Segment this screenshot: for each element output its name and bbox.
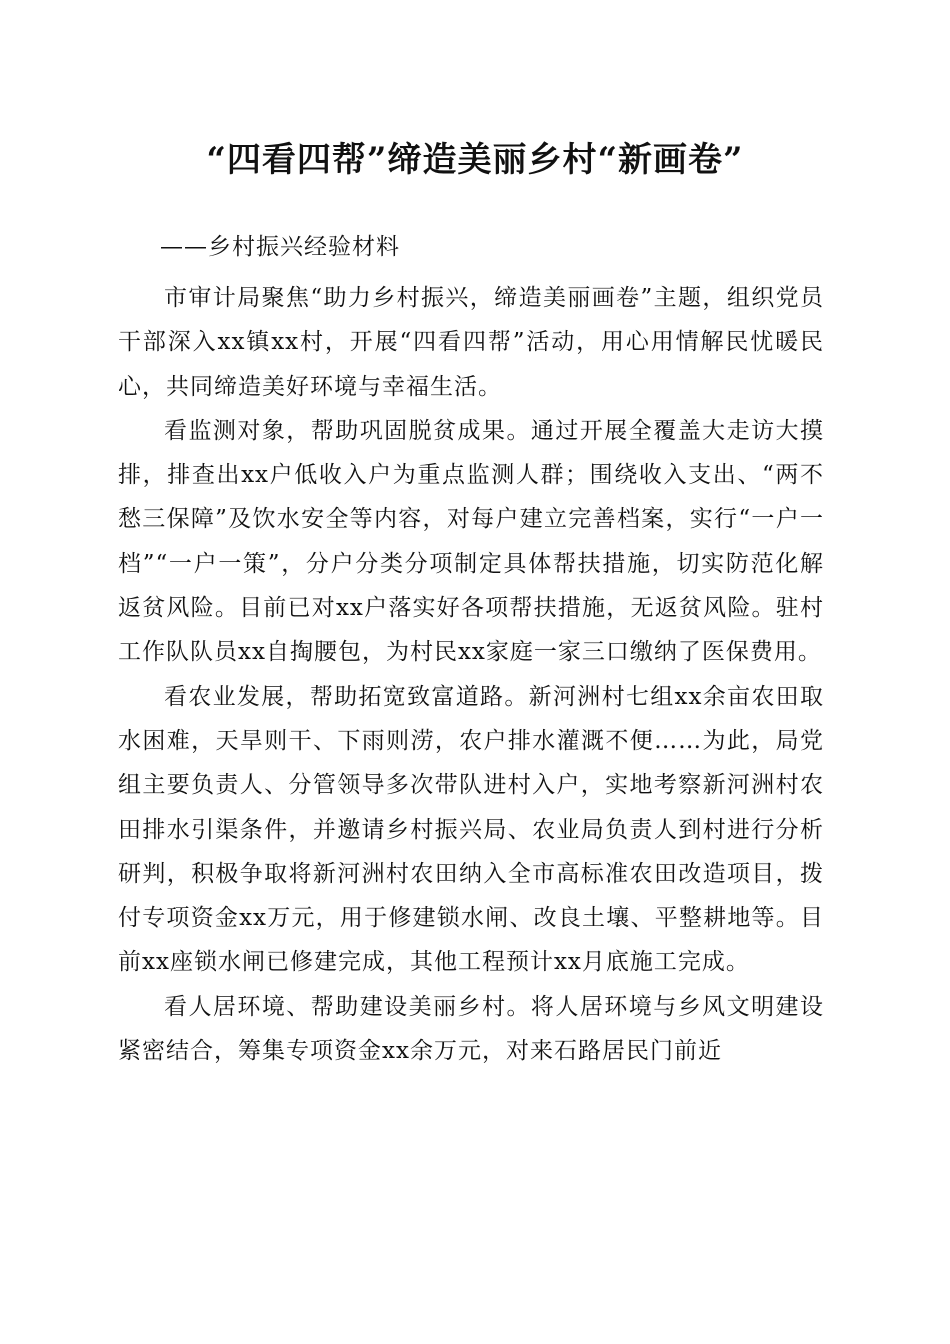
document-body xyxy=(118,276,824,1073)
paragraph-intro: 市审计局聚焦“助力乡村振兴，缔造美丽画卷”主题，组织党员干部深入xx镇xx村，开展“四看四帮”活动，用心用情解民忧暖民心，共同缔造美好环境与幸福生活。 xyxy=(118,285,824,400)
document-title: “四看四帮”缔造美丽乡村“新画卷” xyxy=(206,140,744,180)
paragraph-living-environment: 看人居环境、帮助建设美丽乡村。将人居环境与乡风文明建设紧密结合，筹集专项资金xx余万元，对来石路居民门前近 xyxy=(118,993,824,1065)
document-subtitle: ——乡村振兴经验材料 xyxy=(160,234,400,260)
paragraph-agriculture: 看农业发展，帮助拓宽致富道路。新河洲村七组xx余亩农田取水困难，天旱则干、下雨则涝，农户排水灌溉不便……为此，局党组主要负责人、分管领导多次带队进村入户，实地考察新河洲村农田排水引渠条件，并邀请乡村振兴局、农业局负责人到村进行分析研判，积极争取将新河洲村农田纳入全市高标准农田改造项目，拨付专项资金xx万元，用于修建锁水闸、改良土壤、平整耕地等。目前xx座锁水闸已修建完成，其他工程预计xx月底施工完成。 xyxy=(118,683,824,976)
paragraph-monitoring: 看监测对象，帮助巩固脱贫成果。通过开展全覆盖大走访大摸排，排查出xx户低收入户为重点监测人群；围绕收入支出、“两不愁三保障”及饮水安全等内容，对每户建立完善档案，实行“一户一档”“一户一策”，分户分类分项制定具体帮扶措施，切实防范化解返贫风险。目前已对xx户落实好各项帮扶措施，无返贫风险。驻村工作队队员xx自掏腰包，为村民xx家庭一家三口缴纳了医保费用。 xyxy=(118,417,824,666)
